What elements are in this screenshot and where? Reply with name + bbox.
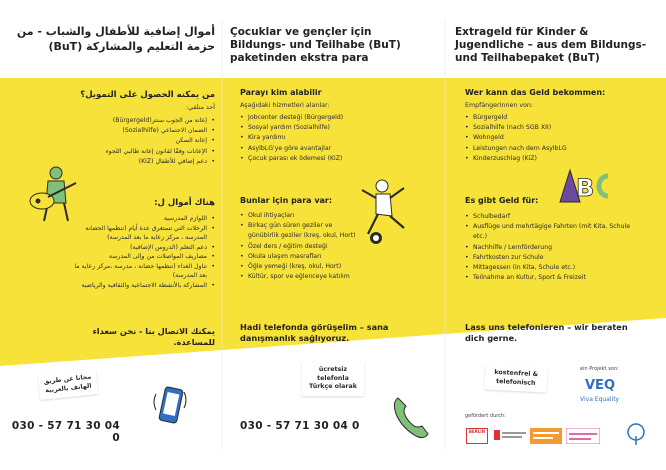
- turkish-free-call-note: ücretsiz telefonla Türkçe olarak: [302, 362, 364, 396]
- german-free-call-note: kostenfrei & telefonisch: [484, 364, 547, 392]
- list-item: • Bürgergeld: [465, 113, 650, 123]
- sponsor-logo-3: [566, 428, 600, 444]
- list-item: • Sosyal yardım (Sozialhilfe): [240, 123, 430, 133]
- german-eligibility-heading: Wer kann das Geld bekommen:: [465, 88, 606, 97]
- viva-equality-name: Viva Equality: [580, 396, 620, 403]
- list-item: • تناول الغداء (تنظمها حضانة ، مدرسة ،مركز رعاية ما بعد المدرسة): [65, 262, 215, 281]
- german-money-list: [465, 212, 645, 283]
- list-item: • Okula ulaşım masrafları: [240, 252, 358, 262]
- list-item: • Sozialhilfe (nach SGB XII): [465, 123, 650, 133]
- list-item: • الإعانات وفقًا لقانون إعانة طالبي اللجوء: [20, 147, 215, 157]
- list-item: • Jobcenter desteği (Bürgergeld): [240, 113, 430, 123]
- list-item: • الضمان الاجتماعي (Sozialhilfe): [20, 126, 215, 136]
- german-money-heading: Es gibt Geld für:: [465, 196, 539, 205]
- mobile-phone-illustration: [150, 384, 190, 434]
- list-item: • Okul ihtiyaçları: [240, 211, 358, 221]
- abc-letters-illustration: [556, 162, 616, 207]
- arabic-money-heading: هناك أموال ل:: [154, 198, 215, 208]
- svg-text:VEQ: VEQ: [585, 378, 615, 392]
- list-item: • دعم إضافي للأطفال (KiZ): [20, 157, 215, 167]
- list-item: • Birkaç gün süren geziler ve günübirlik geziler (kreş, okul, Hort): [240, 221, 358, 241]
- list-item: • Leistungen nach dem AsylbLG: [465, 144, 650, 154]
- list-item: • Öğle yemeği (kreş, okul, Hort): [240, 262, 358, 272]
- berlin-logo: BERLIN: [466, 428, 488, 444]
- list-item: • Nachhilfe / Lernförderung: [465, 243, 645, 253]
- list-item: • دعم التعلم (الدروس الإضافية): [65, 243, 215, 253]
- list-item: • الرحلات التي تستغرق عدة أيام (تنظمها الحضانة المدرسة ، مركز رعاية ما بعد المدرسة): [65, 224, 215, 243]
- list-item: • Özel ders / eğitim desteği: [240, 242, 358, 252]
- turkish-phone-number[interactable]: 030 - 57 71 30 04 0: [240, 420, 360, 432]
- list-item: • Kinderzuschlag (KiZ): [465, 154, 650, 164]
- soccer-player-illustration: [352, 178, 424, 248]
- list-item: • Çocuk parası ek ödemesi (KiZ): [240, 154, 430, 164]
- turkish-money-list: [240, 211, 358, 282]
- german-eligibility-sub: EmpfängerInnen von:: [465, 102, 534, 109]
- list-item: • مصاريف المواصلات من وإلى المدرسة: [65, 252, 215, 262]
- sponsor-logo-1: [494, 428, 528, 444]
- arabic-free-call-note: مجانا عن طريق الهاتف بالعربية: [38, 369, 98, 400]
- list-item: • Kültür, spor ve eğlenceye katılım: [240, 272, 358, 282]
- project-label: ein Projekt von:: [580, 366, 619, 372]
- list-item: • Schulbedarf: [465, 212, 645, 222]
- turkish-title: Çocuklar ve gençler için Bildungs- und Teilhabe (BuT) paketinden ekstra para: [230, 26, 401, 64]
- arabic-eligibility-heading: من يمكنه الحصول على التمويل؟: [80, 90, 215, 100]
- viva-equality-logo-icon: [585, 376, 615, 392]
- guitar-player-illustration: [18, 165, 83, 225]
- list-item: • Teilnahme an Kultur, Sport & Freizeit: [465, 273, 645, 283]
- arabic-call-text: يمكنك الاتصال بنا - نحن سعداء للمساعدة.: [92, 326, 215, 347]
- list-item: • إعانة من الجوب سنتر(Bürgergeld): [20, 116, 215, 126]
- german-call-text: Lass uns telefonieren – wir beraten dich gerne.: [465, 322, 628, 343]
- turkish-call-text: Hadi telefonda görüşelim – sana danışmanlık sağlıyoruz.: [240, 322, 389, 343]
- turkish-money-heading: Bunlar için para var:: [240, 196, 333, 205]
- turkish-eligibility-heading: Parayı kim alabilir: [240, 88, 322, 97]
- arabic-eligibility-list: [20, 116, 215, 167]
- list-item: • Mittagessen (in Kita, Schule etc.): [465, 263, 645, 273]
- list-item: • إعانة السكن: [20, 136, 215, 146]
- list-item: • اللوازم المدرسية: [65, 214, 215, 224]
- sponsor-tree-logo-icon: [624, 422, 648, 446]
- list-item: • المشاركة بالأنشطة الاجتماعية والثقافية والرياضية: [65, 281, 215, 291]
- arabic-eligibility-sub: أحد متلقي:: [186, 104, 215, 111]
- funded-label: gefördert durch:: [465, 413, 506, 419]
- svg-text:B: B: [576, 174, 595, 202]
- telephone-handset-illustration: [388, 392, 433, 442]
- arabic-money-list: [65, 214, 215, 290]
- list-item: • AsylbLG'ye göre avantajlar: [240, 144, 430, 154]
- german-title: Extrageld für Kinder & Jugendliche – aus dem Bildungs- und Teilhabepaket (BuT): [455, 26, 647, 64]
- turkish-eligibility-sub: Aşağıdaki hizmetleri alanlar:: [240, 102, 330, 109]
- arabic-phone-number[interactable]: 030 - 57 71 30 04 0: [11, 420, 120, 444]
- list-item: • Fahrtkosten zur Schule: [465, 253, 645, 263]
- list-item: • Wohngeld: [465, 133, 650, 143]
- list-item: • Ausflüge und mehrtägige Fahrten (mit Kita, Schule etc.): [465, 222, 645, 242]
- german-column: [455, 0, 660, 470]
- sponsor-logo-2: [530, 428, 562, 444]
- list-item: • Kira yardımı: [240, 133, 430, 143]
- german-eligibility-list: [465, 113, 650, 164]
- arabic-title: أموال إضافية للأطفال والشباب - من حزمة التعليم والمشاركة (BuT): [16, 25, 215, 53]
- turkish-eligibility-list: [240, 113, 430, 164]
